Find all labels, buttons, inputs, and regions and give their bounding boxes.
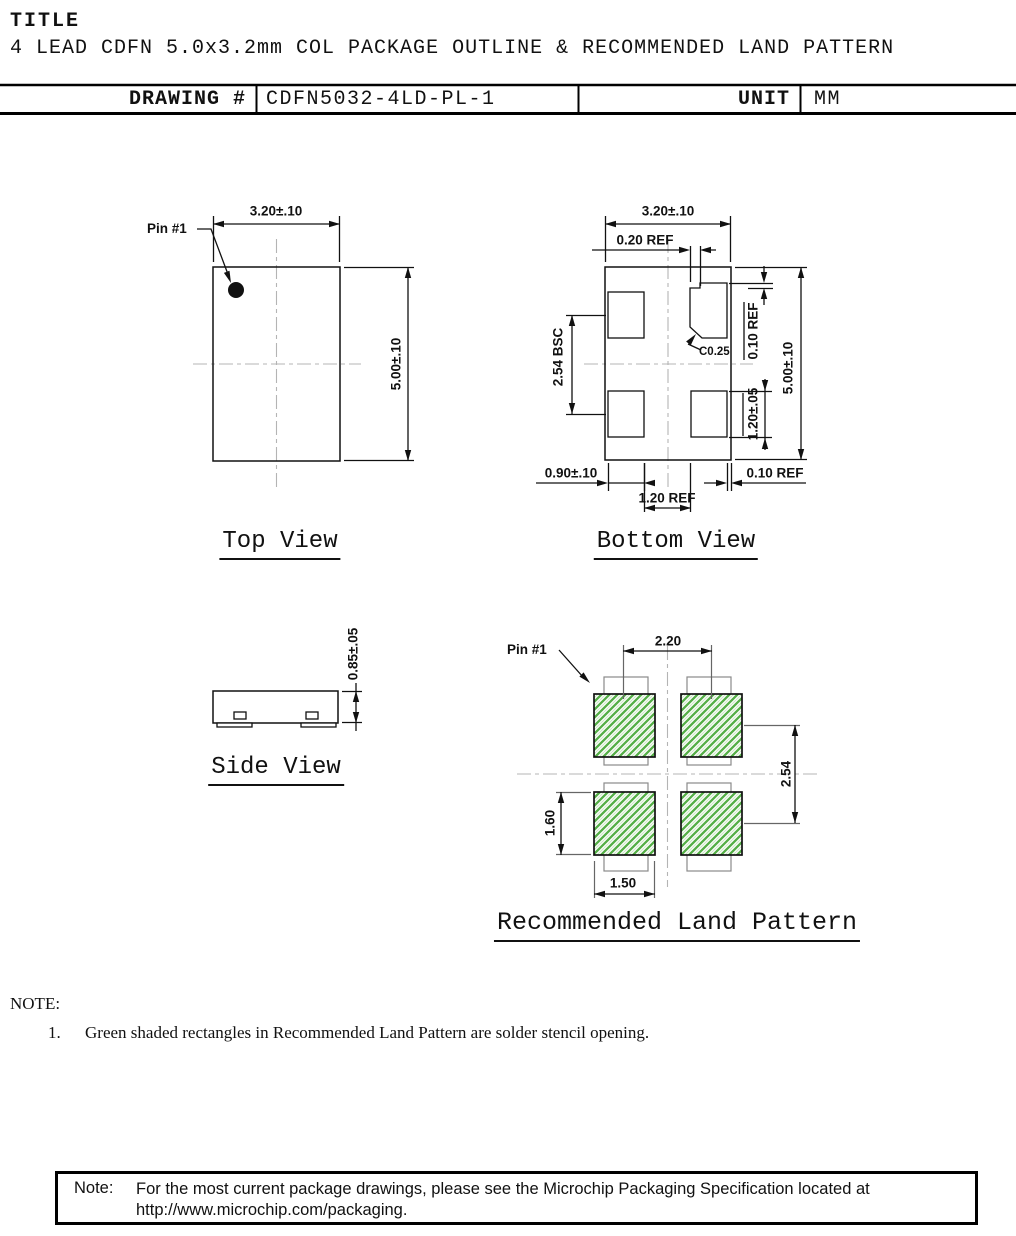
top-view-drawing	[193, 216, 414, 491]
bottom-view-label: Bottom View	[594, 528, 758, 560]
footer-note-line2: http://www.microchip.com/packaging.	[136, 1201, 408, 1219]
unit-value: MM	[814, 88, 842, 111]
stencil-opening	[681, 792, 742, 855]
dim-bottom-height: 5.00±.10	[780, 341, 796, 395]
note-item-text: Green shaded rectangles in Recommended Land Pattern are solder stencil opening.	[85, 1023, 650, 1042]
drawing-number-value: CDFN5032-4LD-PL-1	[266, 88, 496, 111]
footer-note-line1: For the most current package drawings, please see the Microchip Packaging Specification located at	[136, 1180, 870, 1198]
top-view-label: Top View	[219, 528, 340, 560]
side-view-drawing	[213, 683, 362, 731]
pin1-dot	[228, 282, 244, 298]
land-pattern-label: Recommended Land Pattern	[494, 908, 860, 942]
dim-bottom-step: 0.10 REF	[745, 302, 761, 360]
terminal-pad	[691, 391, 727, 437]
note-heading: NOTE:	[10, 994, 61, 1013]
land-pattern-drawing	[517, 645, 817, 898]
chamfer-label: C0.25	[699, 346, 730, 358]
side-view-label: Side View	[208, 754, 344, 786]
dim-bottom-pad-gap: 1.20 REF	[638, 490, 696, 506]
drawing-subtitle: 4 LEAD CDFN 5.0x3.2mm COL PACKAGE OUTLINE & RECOMMENDED LAND PATTERN	[10, 37, 895, 60]
unit-label: UNIT	[737, 88, 790, 111]
dim-bottom-edge-gap: 0.10 REF	[746, 465, 804, 481]
stencil-opening	[681, 694, 742, 757]
dim-land-pad-height: 1.60	[542, 809, 558, 837]
footer-note-box	[55, 1171, 978, 1225]
pin1-label-land-pattern: Pin #1	[507, 642, 547, 657]
dim-bottom-pad-width: 0.90±.10	[544, 465, 598, 481]
dim-land-pitch-y: 2.54	[778, 760, 794, 788]
dim-top-width: 3.20±.10	[249, 203, 303, 219]
drawing-number-label: DRAWING #	[128, 88, 246, 111]
stencil-opening	[594, 792, 655, 855]
dim-bottom-pad-length: 1.20±.05	[745, 387, 761, 441]
dim-land-pitch-x: 2.20	[654, 633, 682, 649]
title-label: TITLE	[10, 10, 81, 33]
dim-side-thickness: 0.85±.05	[345, 627, 361, 681]
footer-note-label: Note:	[74, 1179, 114, 1197]
terminal-pad-pin1	[690, 283, 727, 338]
dim-bottom-width: 3.20±.10	[641, 203, 695, 219]
terminal-pad	[608, 391, 644, 437]
dim-bottom-pitch: 2.54 BSC	[550, 327, 566, 387]
terminal-pad	[608, 292, 644, 338]
stencil-opening	[594, 694, 655, 757]
note-item-number: 1.	[48, 1023, 61, 1042]
dim-top-height: 5.00±.10	[388, 337, 404, 391]
pin1-label-top-view: Pin #1	[147, 221, 187, 236]
dim-land-pad-width: 1.50	[609, 875, 637, 891]
dim-bottom-pad-inset: 0.20 REF	[616, 232, 674, 248]
